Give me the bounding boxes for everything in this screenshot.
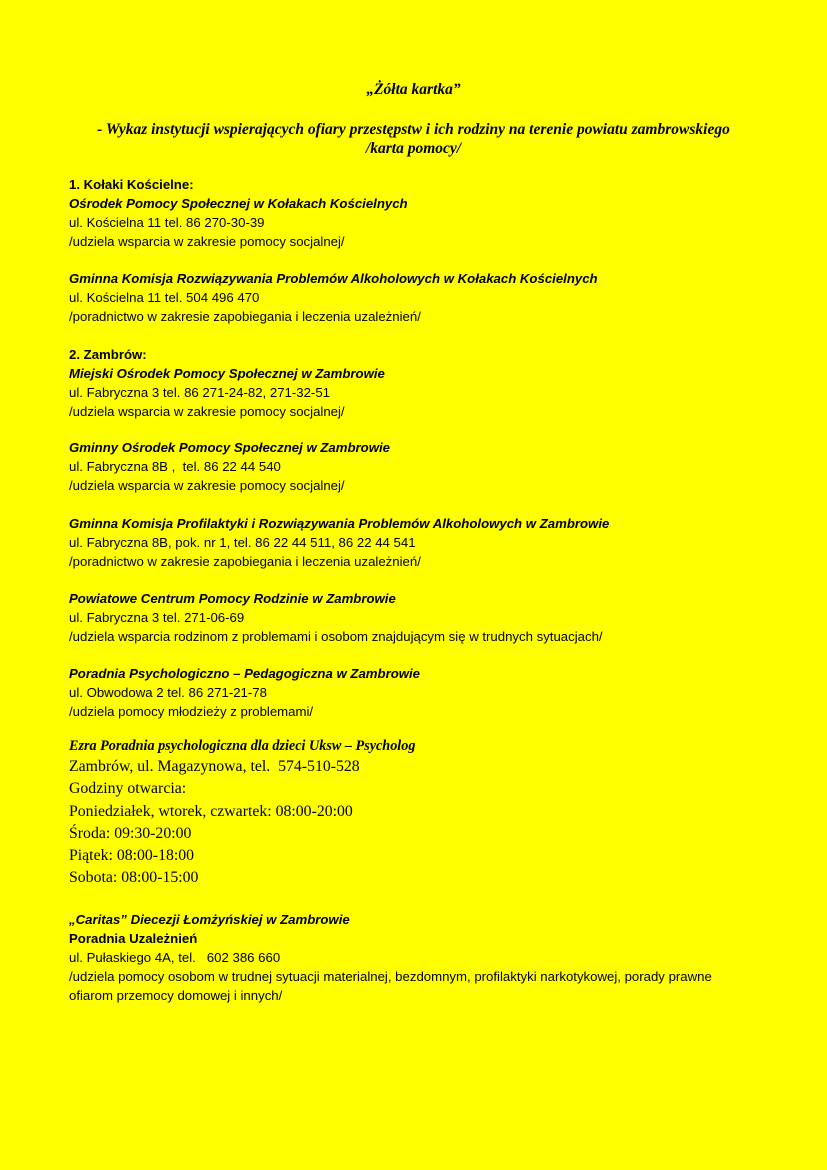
institution-description: /udziela wsparcia w zakresie pomocy socjalnej/ bbox=[69, 234, 345, 249]
institution-entry bbox=[69, 589, 769, 646]
institution-name: Miejski Ośrodek Pomocy Społecznej w Zambrowie bbox=[69, 366, 385, 381]
institution-name: Gminny Ośrodek Pomocy Społecznej w Zambrowie bbox=[69, 440, 390, 455]
document-subtitle bbox=[0, 120, 827, 158]
institution-entry-caritas bbox=[69, 910, 749, 1005]
subtitle-line-1: - Wykaz instytucji wspierających ofiary przestępstw i ich rodziny na terenie powiatu zambrowskiego bbox=[97, 121, 730, 138]
institution-address: ul. Obwodowa 2 tel. 86 271-21-78 bbox=[69, 685, 267, 700]
hours-line: Sobota: 08:00-15:00 bbox=[69, 869, 199, 887]
institution-entry bbox=[69, 438, 769, 495]
institution-name: Ośrodek Pomocy Społecznej w Kołakach Kościelnych bbox=[69, 196, 408, 211]
institution-address: ul. Kościelna 11 tel. 86 270-30-39 bbox=[69, 215, 265, 230]
institution-description: /udziela wsparcia w zakresie pomocy socjalnej/ bbox=[69, 478, 345, 493]
institution-entry bbox=[69, 514, 769, 571]
institution-subname: Poradnia Uzależnień bbox=[69, 931, 198, 946]
subtitle-line-2: /karta pomocy/ bbox=[365, 140, 462, 157]
institution-description: /poradnictwo w zakresie zapobiegania i leczenia uzależnień/ bbox=[69, 554, 421, 569]
institution-address: ul. Fabryczna 3 tel. 86 271-24-82, 271-32-51 bbox=[69, 385, 330, 400]
document-title: „Żółta kartka” bbox=[366, 81, 461, 98]
institution-description: /poradnictwo w zakresie zapobiegania i leczenia uzależnień/ bbox=[69, 309, 421, 324]
hours-line: Piątek: 08:00-18:00 bbox=[69, 847, 195, 865]
institution-address: ul. Fabryczna 3 tel. 271-06-69 bbox=[69, 610, 245, 625]
institution-entry bbox=[69, 269, 769, 326]
institution-name: Ezra Poradnia psychologiczna dla dzieci Uksw – Psycholog bbox=[69, 738, 416, 754]
institution-name: Poradnia Psychologiczno – Pedagogiczna w Zambrowie bbox=[69, 666, 421, 681]
institution-address: Zambrów, ul. Magazynowa, tel. 574-510-528 bbox=[69, 758, 360, 775]
institution-address: ul. Fabryczna 8B, pok. nr 1, tel. 86 22 44 511, 86 22 44 541 bbox=[69, 535, 416, 550]
section-zambrow bbox=[69, 345, 769, 421]
hours-label: Godziny otwarcia: bbox=[69, 780, 187, 798]
institution-name: Gminna Komisja Rozwiązywania Problemów Alkoholowych w Kołakach Kościelnych bbox=[69, 271, 598, 286]
institution-name: Powiatowe Centrum Pomocy Rodzinie w Zambrowie bbox=[69, 591, 396, 606]
institution-name: „Caritas” Diecezji Łomżyńskiej w Zambrowie bbox=[69, 912, 350, 927]
institution-entry bbox=[69, 664, 769, 721]
hours-line: Poniedziałek, wtorek, czwartek: 08:00-20:00 bbox=[69, 802, 353, 820]
institution-description: /udziela wsparcia w zakresie pomocy socjalnej/ bbox=[69, 404, 345, 419]
section-heading: 1. Kołaki Kościelne: bbox=[69, 177, 194, 192]
institution-name: Gminna Komisja Profilaktyki i Rozwiązywania Problemów Alkoholowych w Zambrowie bbox=[69, 516, 610, 531]
institution-description: /udziela pomocy osobom w trudnej sytuacji materialnej, bezdomnym, profilaktyki narkotykowej, porady prawne ofiarom przemocy domowej i innych/ bbox=[69, 969, 712, 1003]
institution-description: /udziela pomocy młodzieży z problemami/ bbox=[69, 704, 314, 719]
institution-address: ul. Fabryczna 8B , tel. 86 22 44 540 bbox=[69, 459, 281, 474]
institution-description: /udziela wsparcia rodzinom z problemami i osobom znajdującym się w trudnych sytuacjach/ bbox=[69, 629, 603, 644]
hours-line: Środa: 09:30-20:00 bbox=[69, 824, 192, 842]
institution-address: ul. Pułaskiego 4A, tel. 602 386 660 bbox=[69, 950, 281, 965]
section-heading: 2. Zambrów: bbox=[69, 347, 147, 362]
section-kolaki bbox=[69, 175, 769, 251]
institution-entry-ezra bbox=[69, 737, 769, 890]
institution-address: ul. Kościelna 11 tel. 504 496 470 bbox=[69, 290, 260, 305]
